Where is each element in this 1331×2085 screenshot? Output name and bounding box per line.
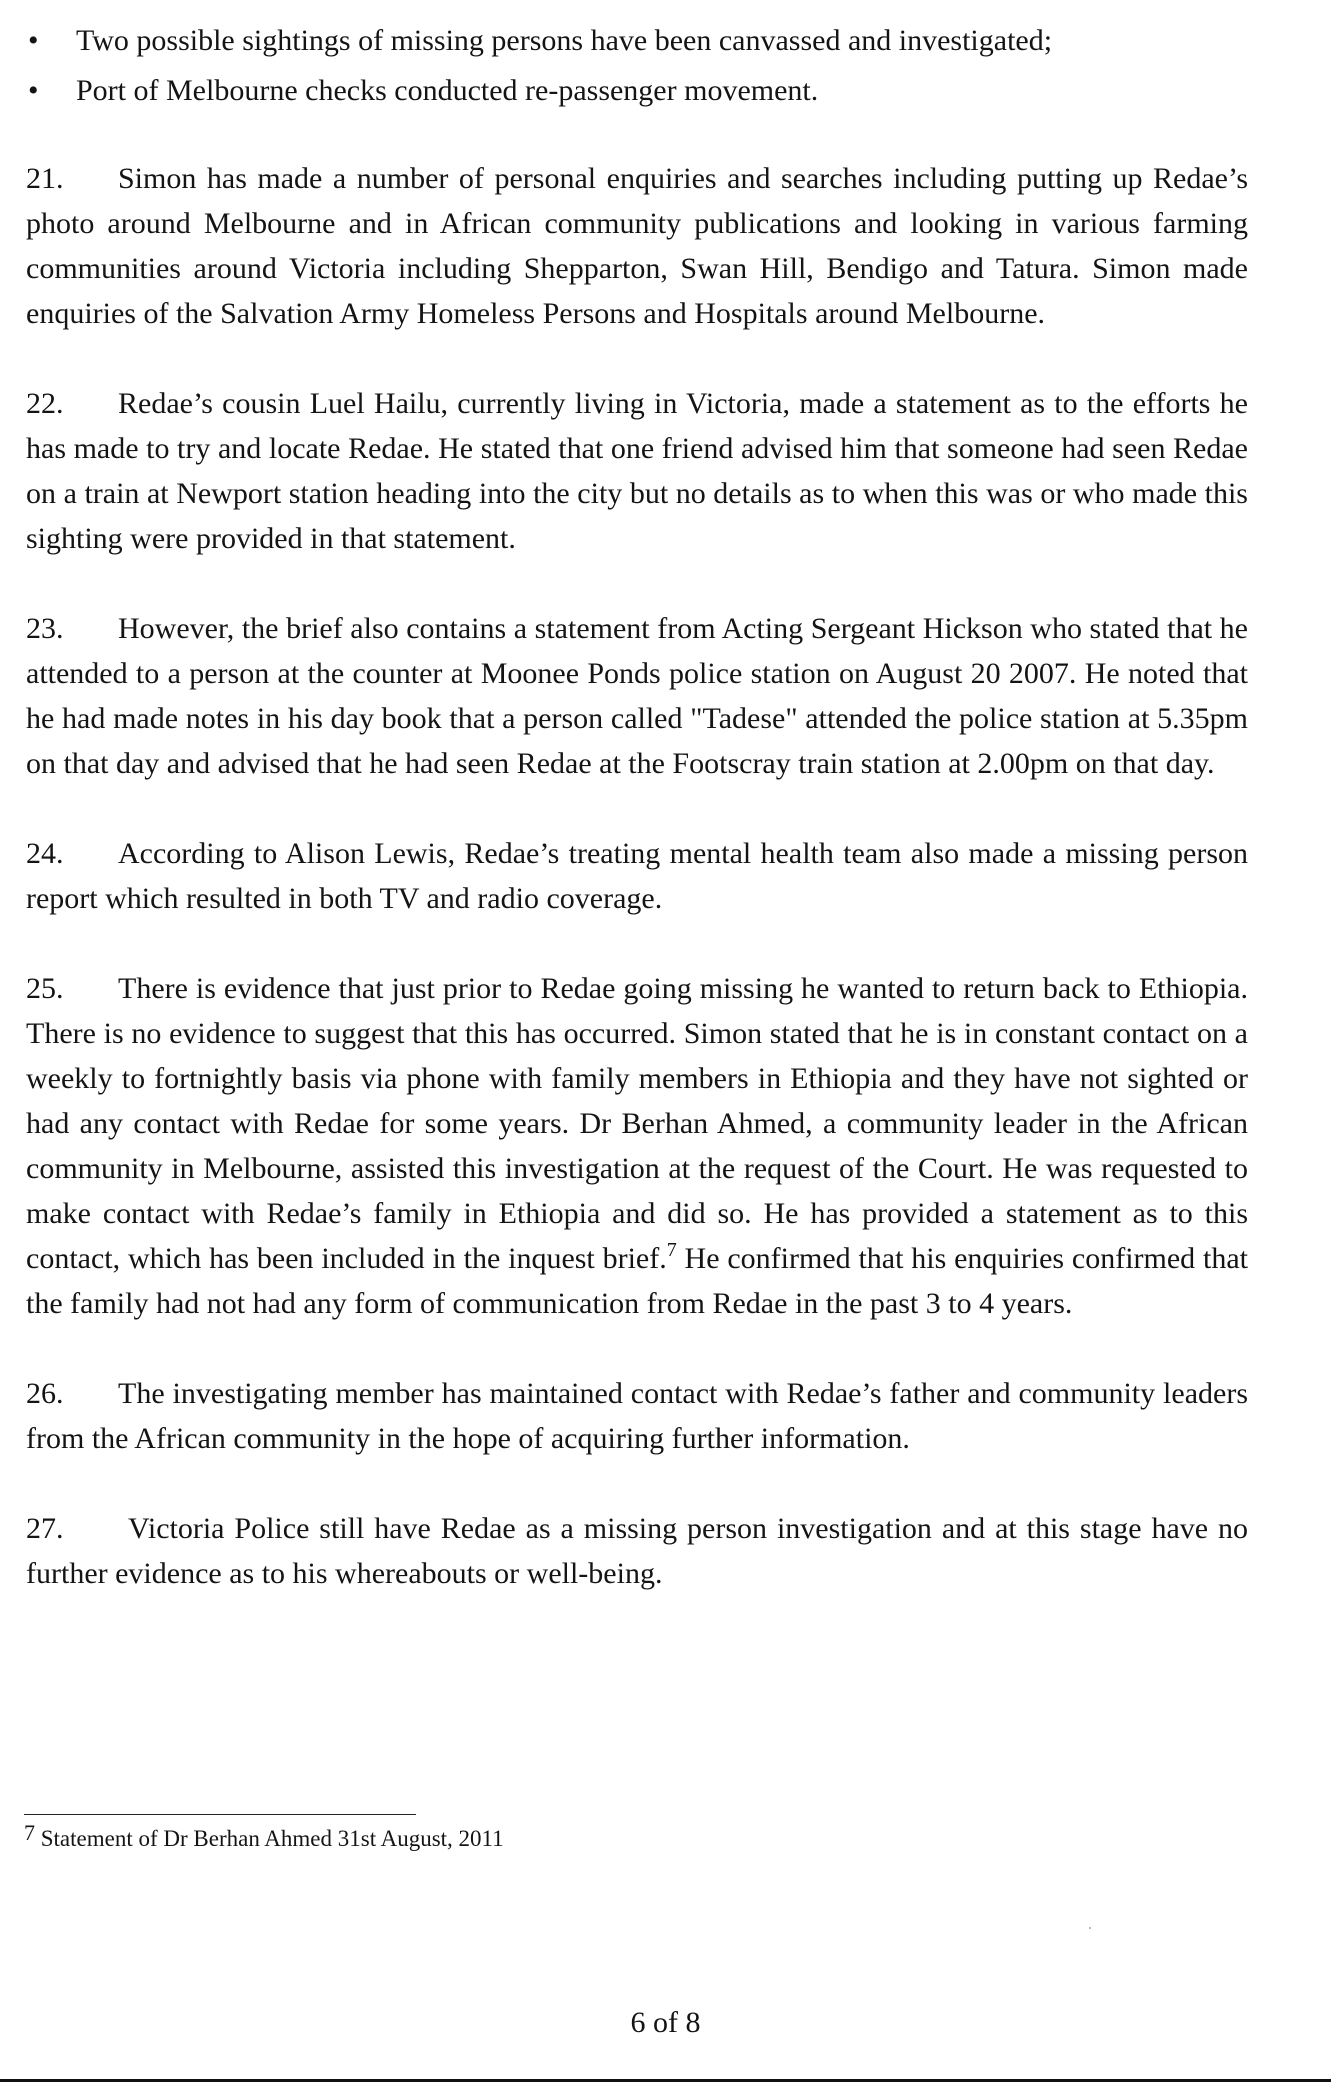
- paragraph-text: Simon has made a number of personal enquiries and searches including putting up Redae’s photo around Melbourne and in African community publications and looking in various farming communities around Victoria including Shepparton, Swan Hill, Bendigo and Tatura. Simon made enquiries of the Salvation Army Homeless Persons and Hospitals around Melbourne.: [26, 162, 1248, 330]
- bullet-icon: •: [28, 74, 39, 107]
- paragraph-number: 26.: [26, 1377, 64, 1410]
- paragraph-21: [26, 156, 1248, 336]
- bullet-list: [26, 16, 1248, 116]
- footnote-text: Statement of Dr Berhan Ahmed 31st August, 2011: [40, 1826, 504, 1851]
- paragraph-text: However, the brief also contains a statement from Acting Sergeant Hickson who stated that he attended to a person at the counter at Moonee Ponds police station on August 20 2007. He noted that he had made notes in his day book that a person called "Tadese" attended the police station at 5.35pm on that day and advised that he had seen Redae at the Footscray train station at 2.00pm on that day.: [26, 612, 1248, 780]
- paragraph-number: 27.: [26, 1512, 64, 1545]
- footnote-divider: [24, 1814, 416, 1815]
- scan-speck: [1089, 1927, 1091, 1929]
- paragraph-text: There is evidence that just prior to Redae going missing he wanted to return back to Ethiopia. There is no evidence to suggest that this has occurred. Simon stated that he is in constant contact on a weekly to fortnightly basis via phone with family members in Ethiopia and they have not sighted or had any contact with Redae for some years. Dr Berhan Ahmed, a community leader in the African community in Melbourne, assisted this investigation at the request of the Court. He was requested to make contact with Redae’s family in Ethiopia and did so. He has provided a statement as to this contact, which has been included in the inquest brief.: [26, 972, 1248, 1275]
- paragraph-number: 22.: [26, 387, 64, 420]
- paragraph-text-continued: He confirmed that his enquiries confirmed that the family had not had any form of communication from Redae in the past 3 to 4 years.: [26, 1242, 1248, 1320]
- paragraph-24: [26, 831, 1248, 921]
- paragraph-25: [26, 966, 1248, 1326]
- paragraph-22: [26, 381, 1248, 561]
- paragraph-text: Redae’s cousin Luel Hailu, currently living in Victoria, made a statement as to the efforts he has made to try and locate Redae. He stated that one friend advised him that someone had seen Redae on a train at Newport station heading into the city but no details as to when this was or who made this sighting were provided in that statement.: [26, 387, 1248, 555]
- paragraph-number: 21.: [26, 162, 64, 195]
- paragraph-23: [26, 606, 1248, 786]
- paragraph-number: 23.: [26, 612, 64, 645]
- list-item: [26, 66, 1248, 116]
- list-item: [26, 16, 1248, 66]
- page-number: 6 of 8: [630, 2006, 701, 2039]
- bullet-icon: •: [28, 24, 39, 57]
- paragraph-text: Victoria Police still have Redae as a missing person investigation and at this stage have no further evidence as to his whereabouts or well-being.: [26, 1512, 1248, 1590]
- footnote: [24, 1820, 504, 1854]
- paragraph-26: [26, 1371, 1248, 1461]
- bullet-text: Two possible sightings of missing persons have been canvassed and investigated;: [76, 24, 1053, 57]
- paragraph-text: According to Alison Lewis, Redae’s treating mental health team also made a missing person report which resulted in both TV and radio coverage.: [26, 837, 1248, 915]
- page-bottom-border: [0, 2079, 1331, 2082]
- paragraph-text: The investigating member has maintained contact with Redae’s father and community leaders from the African community in the hope of acquiring further information.: [26, 1377, 1248, 1455]
- paragraph-27: [26, 1506, 1248, 1596]
- bullet-text: Port of Melbourne checks conducted re-passenger movement.: [76, 74, 819, 107]
- footnote-reference[interactable]: 7: [666, 1239, 677, 1261]
- paragraph-number: 24.: [26, 837, 64, 870]
- paragraph-number: 25.: [26, 972, 64, 1005]
- document-body: [26, 16, 1248, 1596]
- footnote-marker: 7: [24, 1820, 35, 1845]
